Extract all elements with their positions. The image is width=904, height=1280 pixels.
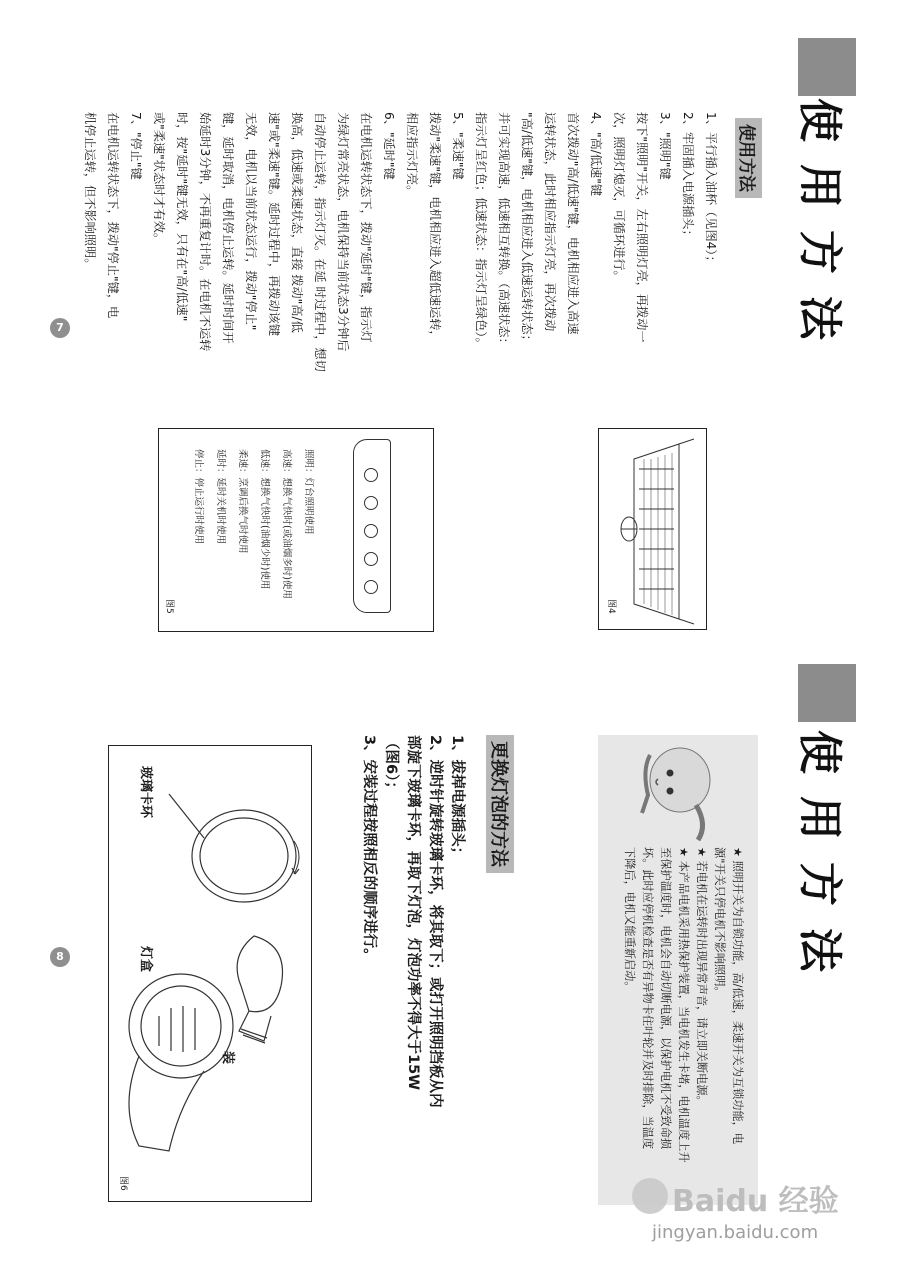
text-line: 自动停止运转，指示灯灭。在延 时过程中，想切: [313, 112, 327, 372]
page7-section-heading: 使用方法: [735, 118, 762, 198]
page7-instructions: [78, 112, 722, 372]
page-number-7: 7: [50, 318, 70, 338]
figure-4: [598, 428, 707, 630]
figure-6: [108, 745, 312, 1202]
baidu-logo-icon: [632, 1178, 668, 1214]
fig4-label: 图4: [606, 599, 616, 614]
baidu-watermark: [612, 1170, 902, 1270]
bulb-step: （图6）；: [383, 735, 399, 796]
text-line: "高/低速"键，电机相应进入低速运转状态；: [520, 112, 534, 347]
panel-button-light[interactable]: [364, 468, 378, 482]
text-line: 次，照明灯熄灭，可循环进行。: [612, 112, 626, 283]
page-number-8: 8: [50, 947, 70, 967]
note-line: 源"开关只停电机不影响照明。: [713, 847, 726, 998]
text-line: 机停止运转，但不影响照明。: [83, 112, 97, 271]
text-line: 2、牢固插入电源插头；: [681, 112, 695, 242]
watermark-url: jingyan.baidu.com: [652, 1222, 819, 1243]
text-line: 4、"高/低速"键: [589, 112, 603, 197]
text-line: 换高，低速或柔速状态，直接 拨动"高/低: [290, 112, 304, 333]
text-line: 为绿灯常亮状态，电机保持当前状态3分钟后: [336, 112, 350, 352]
legend-item: 高速：想换气快时(或油烟多时)使用: [281, 449, 292, 599]
bulb-step: 3、安装过程按照相反的顺序进行。: [361, 735, 377, 963]
notes-box: [598, 735, 758, 1205]
text-line: 并可实现高速，低速相互转换。（高速状态：: [497, 112, 511, 350]
text-line: 5、"柔速"键: [451, 112, 465, 180]
panel-button-soft[interactable]: [364, 552, 378, 566]
text-line: 按下"照明"开关，左右照明灯亮，再拨动一: [635, 112, 649, 343]
text-line: 无效，电机以当前状态运行，拨动"停止": [244, 112, 258, 331]
bulb-steps: [358, 735, 468, 1108]
note-line: ★ 若电机在运转时出现异常声音，请立即关断电源。: [695, 847, 708, 1107]
note-line: 至保护温度时，电机会自动切断电源，以保护电机不受致命损: [659, 847, 672, 1150]
text-line: 键，延时取消，电机停止运转。延时时间开: [221, 112, 235, 344]
text-line: 始延时3分钟，不再重复计时。在电机不运转: [198, 112, 212, 352]
text-line: 在电机运转状态下，拨动"停止"键，电: [106, 112, 120, 319]
text-line: 1、平行插入油杯（见图4）；: [704, 112, 718, 268]
bulb-step: 部旋下玻璃卡环，再取下灯泡，灯泡功率不得大于15W: [405, 735, 421, 1091]
page8-title: 使用方法: [794, 730, 845, 994]
text-line: 相应指示灯亮。: [405, 112, 419, 198]
label-lamp-box: 灯盒: [138, 946, 153, 973]
note-line: 坏。此时应停机检查是否有异物卡住叶轮并及时排除，当温度: [641, 847, 654, 1150]
bulb-step: 2、逆时针旋转玻璃卡环，将其取下；或打开照明挡板从内: [427, 735, 443, 1108]
baby-illustration: [638, 735, 718, 845]
control-panel: [353, 439, 391, 613]
figure-5: [158, 428, 434, 632]
fig6-label: 图6: [118, 1176, 128, 1191]
panel-button-low[interactable]: [364, 524, 378, 538]
text-line: 7、"停止"键: [129, 112, 143, 180]
label-glass-ring: 玻璃卡环: [138, 766, 153, 819]
bulb-step: 1、拔掉电源插头；: [449, 735, 465, 862]
legend-item: 照明：灯台照明使用: [303, 449, 314, 535]
legend-item: 停止：停止运行时使用: [193, 449, 204, 545]
text-line: 速"或"柔速"键。延时过程中，再拨动该键: [267, 112, 281, 337]
panel-button-high[interactable]: [364, 496, 378, 510]
legend-item: 延时：延时关机时使用: [215, 449, 226, 545]
text-line: 或"柔速"状态时才有效。: [152, 112, 166, 246]
fig5-legend: [187, 449, 319, 599]
text-line: 在电机运转状态下，拨动"延时"键，指示灯: [359, 112, 373, 343]
watermark-brand: Baidu 经验: [672, 1184, 839, 1219]
fig5-label: 图5: [164, 599, 174, 614]
note-line: 下降后，电机又能重新启动。: [623, 847, 636, 993]
text-line: 运转状态，此时相应指示灯亮，再次拨动: [543, 112, 557, 332]
legend-item: 低速：想换气快时(油烟少时)使用: [259, 449, 270, 590]
text-line: 首次拨动"高/低速"键，电机相应进入高速: [566, 112, 580, 335]
text-line: 6、"延时"键: [382, 112, 396, 180]
text-line: 3、"照明"键: [658, 112, 672, 180]
legend-item: 柔速：烹调后换气时使用: [237, 449, 248, 554]
label-install: 装: [220, 1051, 235, 1065]
bulb-section-heading: 更换灯泡的方法: [486, 735, 514, 873]
notes-text: [620, 847, 746, 1163]
panel-button-delay[interactable]: [364, 580, 378, 594]
page8-title-bar: [798, 664, 856, 722]
page7-title-bar: [798, 38, 856, 96]
note-line: ★ 本产品电机采用热保护装置，当电机发生卡堵，电机温度上升: [677, 847, 690, 1163]
note-line: ★ 照明开关为自锁功能，高/低速，柔速开关为互锁功能，电: [731, 847, 744, 1145]
text-line: 指示灯呈红色；低速状态：指示灯呈绿色）。: [474, 112, 488, 350]
page7-title: 使用方法: [794, 98, 845, 362]
text-line: 时，按"延时"键无效，只有在"高/低速": [175, 112, 189, 322]
text-line: 拨动"柔速"键，电机相应进入超低速运转，: [428, 112, 442, 343]
